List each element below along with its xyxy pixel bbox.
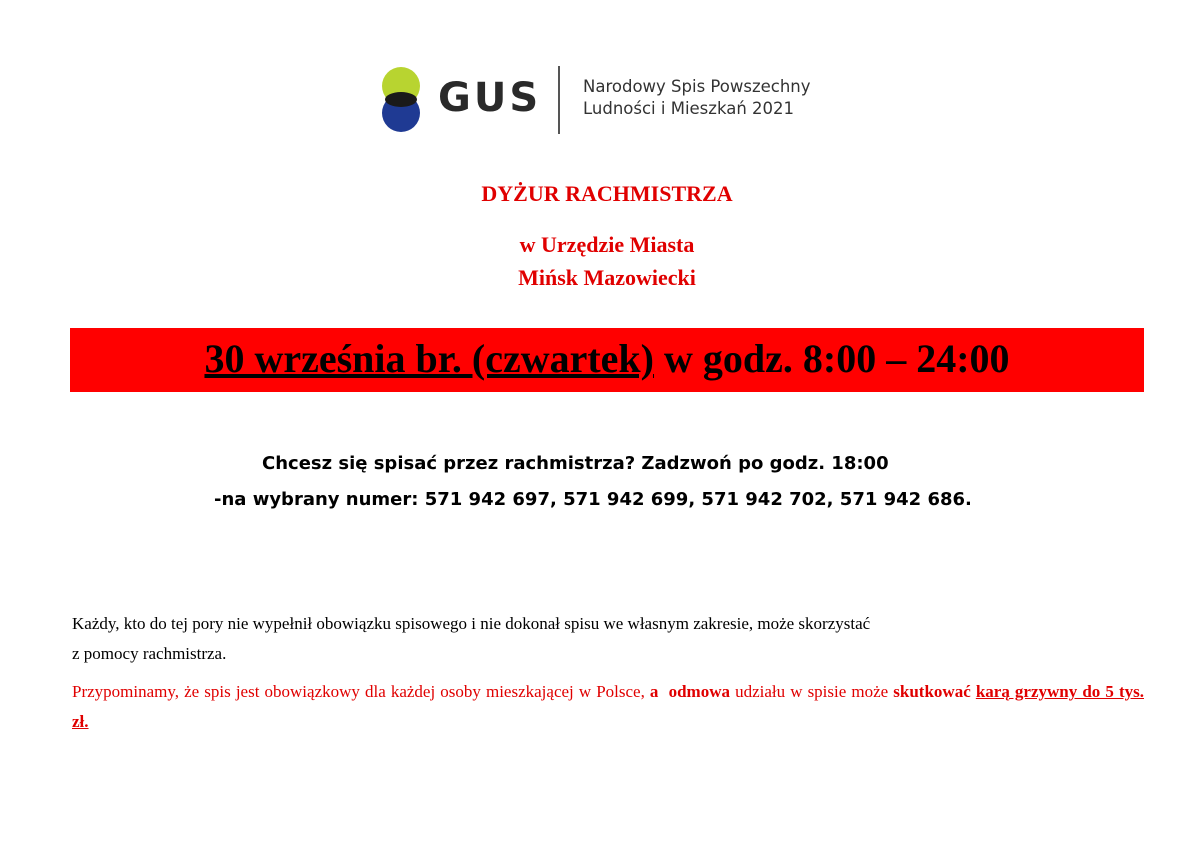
- info-paragraph-line1: Każdy, kto do tej pory nie wypełnił obowiązku spisowego i nie dokonał spisu we własnym zakresie, może skorzystać: [72, 614, 871, 633]
- location-line2: Mińsk Mazowiecki: [518, 265, 696, 290]
- census-name: [583, 76, 811, 120]
- info-paragraph-line2: z pomocy rachmistrza.: [72, 644, 227, 663]
- reminder-bold-result: skutkować: [893, 682, 971, 701]
- gus-logo-icon: [378, 66, 428, 134]
- contact-question: Chcesz się spisać przez rachmistrza? Zadzwoń po godz. 18:00: [262, 453, 889, 474]
- logo-divider: [558, 66, 560, 134]
- reminder-bold-refusal: odmowa: [668, 682, 730, 701]
- banner-date: 30 września br. (czwartek): [204, 336, 654, 381]
- gus-wordmark: GUS: [438, 75, 542, 121]
- reminder-bold-a: a: [649, 682, 659, 701]
- location-line1: w Urzędzie Miasta: [519, 232, 695, 257]
- gus-logo-block: [378, 64, 848, 136]
- reminder-text-2: udziału w spisie może: [730, 682, 894, 701]
- census-name-line1: Narodowy Spis Powszechny: [583, 77, 811, 96]
- reminder-penalty: karą grzywny do 5 tys. zł.: [72, 682, 1144, 731]
- banner-hours: w godz. 8:00 – 24:00: [653, 336, 1010, 381]
- notice-location: [0, 228, 1200, 294]
- reminder-paragraph: [72, 677, 1144, 737]
- census-name-line2: Ludności i Mieszkań 2021: [583, 99, 795, 118]
- info-paragraph: [72, 609, 1132, 669]
- contact-phone-numbers: -na wybrany numer: 571 942 697, 571 942 699, 571 942 702, 571 942 686.: [214, 489, 972, 510]
- notice-title: DYŻUR RACHMISTRZA: [481, 181, 733, 206]
- date-time-banner: [70, 328, 1144, 392]
- reminder-text-1: Przypominamy, że spis jest obowiązkowy dla każdej osoby mieszkającej w Polsce,: [72, 682, 650, 701]
